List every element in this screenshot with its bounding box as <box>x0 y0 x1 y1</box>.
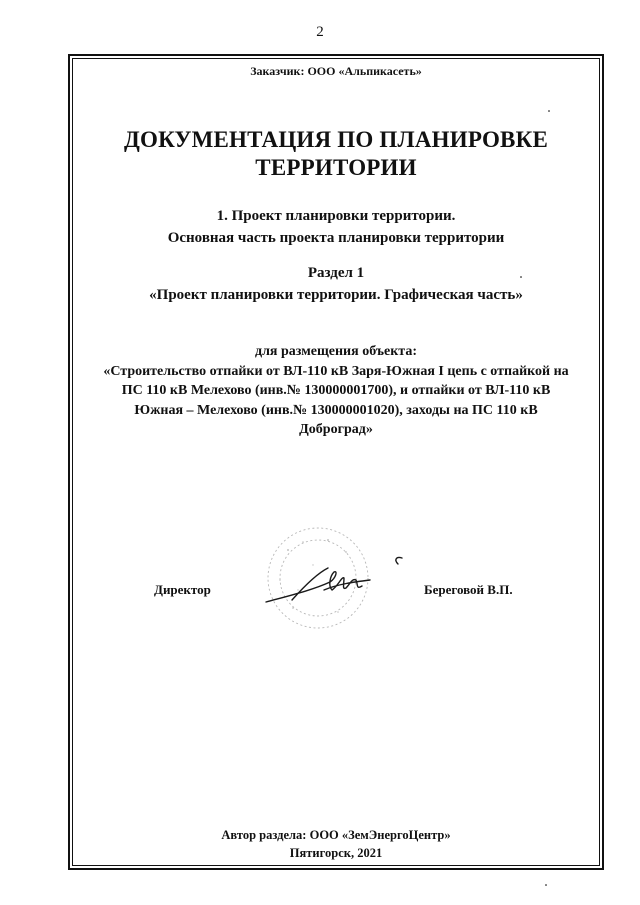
signatory-name: Береговой В.П. <box>424 582 513 597</box>
city-year: Пятигорск, 2021 <box>289 846 383 860</box>
title-line-1: ДОКУМЕНТАЦИЯ ПО ПЛАНИРОВКЕ <box>123 127 548 152</box>
signatory-position: Директор <box>154 582 211 597</box>
scan-speck <box>545 884 547 886</box>
object-line-3: ПС 110 кВ Мелехово (инв.№ 130000001700), и отпайки от ВЛ-110 кВ <box>121 383 551 398</box>
section-heading <box>72 262 600 306</box>
section-author: Автор раздела: ООО «ЗемЭнергоЦентр» <box>221 828 451 842</box>
handwritten-signature <box>266 557 402 602</box>
part-line-1: 1. Проект планировки территории. <box>216 208 456 224</box>
scan-speck <box>520 276 522 278</box>
part-line-2: Основная часть проекта планировки территории <box>167 230 505 246</box>
title-line-2: ТЕРРИТОРИИ <box>255 155 417 180</box>
document-title <box>72 126 600 182</box>
seal-speckle <box>279 539 357 613</box>
faded-seal <box>268 528 368 628</box>
object-line-2: «Строительство отпайки от ВЛ-110 кВ Заря-Южная I цепь с отпайкой на <box>103 363 569 379</box>
object-description <box>72 342 600 440</box>
stamp-and-signature <box>258 520 418 640</box>
object-line-1: для размещения объекта: <box>254 344 418 359</box>
part-heading <box>72 205 600 249</box>
page-number: 2 <box>316 24 324 40</box>
scan-speck <box>548 110 550 112</box>
object-line-4: Южная – Мелехово (инв.№ 130000001020), заходы на ПС 110 кВ <box>134 402 538 418</box>
section-line-1: Раздел 1 <box>307 265 365 281</box>
customer-line: Заказчик: ООО «Альпикасеть» <box>250 64 422 78</box>
object-line-5: Доброград» <box>299 422 373 437</box>
section-line-2: «Проект планировки территории. Графическая часть» <box>149 287 523 303</box>
